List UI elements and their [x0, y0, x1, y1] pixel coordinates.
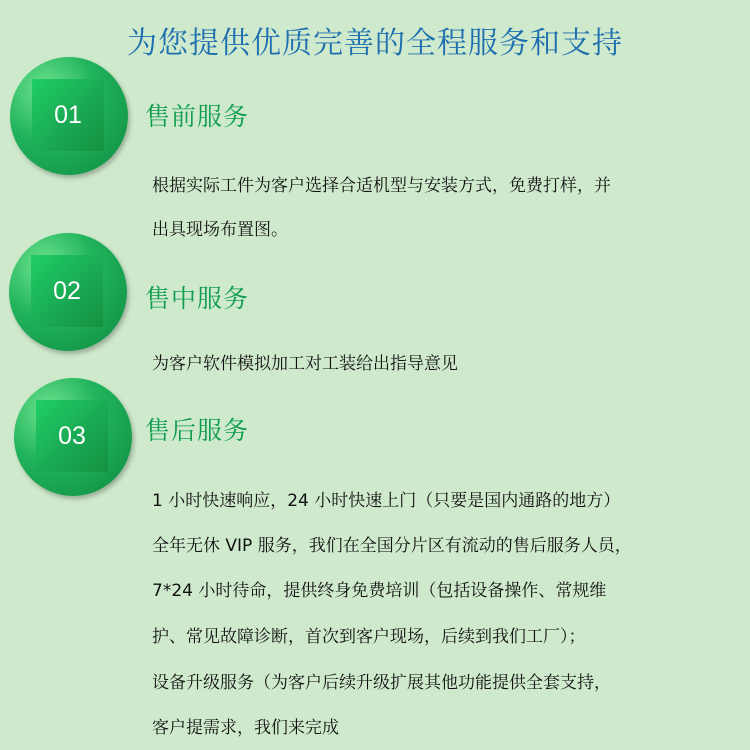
section-text-line: 7*24 小时待命，提供终身免费培训（包括设备操作、常规维	[152, 581, 607, 601]
section-text-line: 出具现场布置图。	[152, 220, 288, 240]
badge-number: 02	[53, 276, 81, 305]
section-text-line: 全年无休 VIP 服务，我们在全国分片区有流动的售后服务人员，	[152, 536, 632, 556]
section-text-line: 1 小时快速响应，24 小时快速上门（只要是国内通路的地方）	[152, 491, 621, 511]
section-text-line: 护、常见故障诊断，首次到客户现场，后续到我们工厂）；	[152, 627, 586, 647]
section-text-line: 设备升级服务（为客户后续升级扩展其他功能提供全套支持，	[152, 673, 611, 693]
badge-number: 03	[58, 421, 86, 450]
section-badge-03	[14, 378, 132, 496]
badge-square	[31, 255, 103, 327]
section-text-line: 根据实际工件为客户选择合适机型与安装方式，免费打样，并	[152, 176, 611, 196]
section-heading-presale: 售前服务	[145, 102, 250, 131]
section-badge-01	[10, 57, 128, 175]
section-heading-insale: 售中服务	[145, 284, 250, 313]
badge-number: 01	[54, 100, 82, 129]
section-text-line: 为客户软件模拟加工对工装给出指导意见	[152, 354, 458, 374]
badge-square	[32, 79, 104, 151]
section-badge-02	[9, 233, 127, 351]
section-heading-aftersale: 售后服务	[145, 416, 250, 445]
section-text-line: 客户提需求，我们来完成	[152, 718, 339, 738]
badge-square	[36, 400, 108, 472]
page-title: 为您提供优质完善的全程服务和支持	[127, 26, 623, 61]
